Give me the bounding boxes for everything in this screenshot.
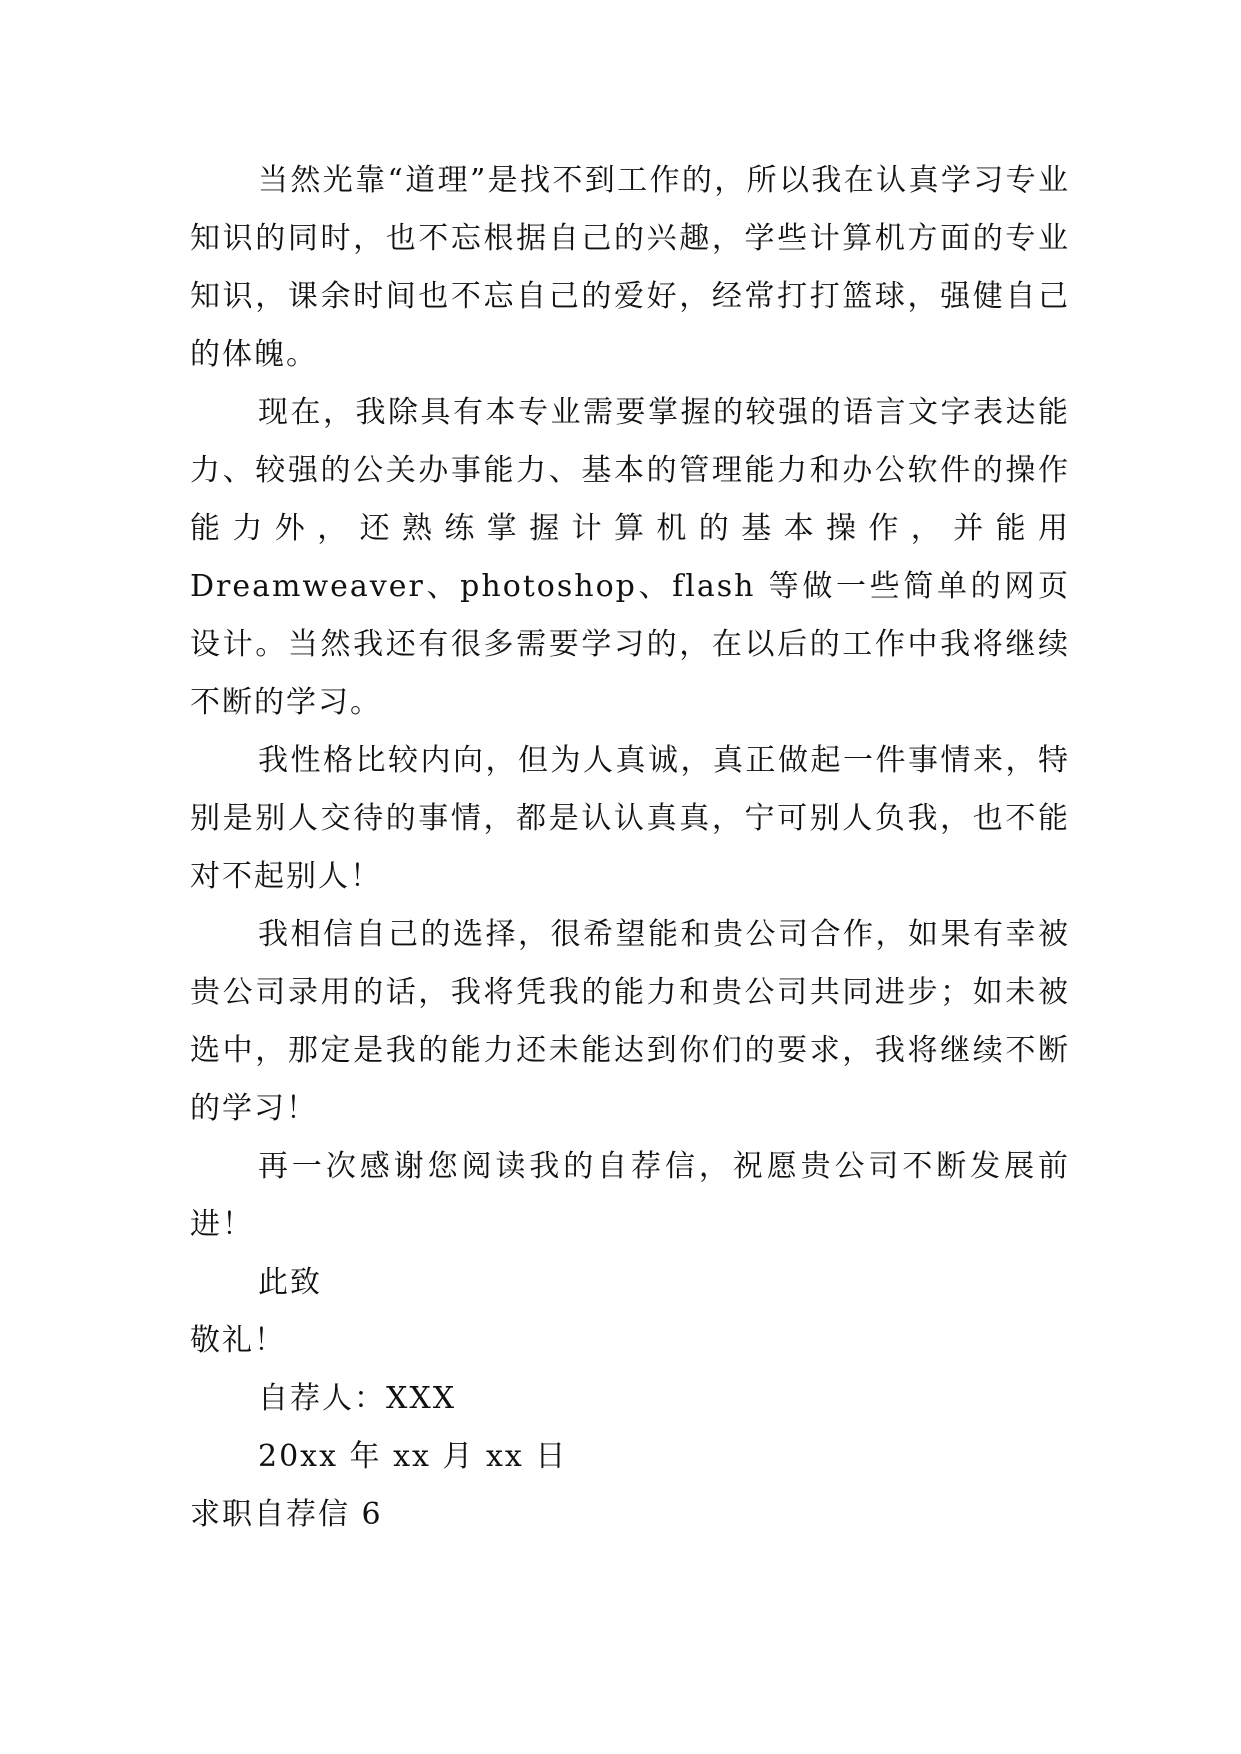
next-section-heading: 求职自荐信 6 (190, 1497, 383, 1532)
letter-body (190, 152, 1070, 1544)
paragraph-3: 我性格比较内向，但为人真诚，真正做起一件事情来，特别是别人交待的事情，都是认认真真，宁可别人负我，也不能对不起别人！ (190, 743, 1070, 894)
closing-salutation: 此致 (258, 1265, 322, 1300)
paragraph-4: 我相信自己的选择，很希望能和贵公司合作，如果有幸被贵公司录用的话，我将凭我的能力和贵公司共同进步；如未被选中，那定是我的能力还未能达到你们的要求，我将继续不断的学习！ (190, 917, 1070, 1126)
closing-regards: 敬礼！ (190, 1323, 286, 1358)
paragraph-5: 再一次感谢您阅读我的自荐信，祝愿贵公司不断发展前进！ (190, 1149, 1070, 1242)
paragraph-1: 当然光靠“道理”是找不到工作的，所以我在认真学习专业知识的同时，也不忘根据自己的兴趣，学些计算机方面的专业知识，课余时间也不忘自己的爱好，经常打打篮球，强健自己的体魄。 (190, 163, 1070, 372)
date-line: 20xx 年 xx 月 xx 日 (258, 1439, 568, 1474)
signature-line: 自荐人：XXX (258, 1381, 457, 1416)
paragraph-2: 现在，我除具有本专业需要掌握的较强的语言文字表达能力、较强的公关办事能力、基本的管理能力和办公软件的操作能力外，还熟练掌握计算机的基本操作，并能用Dreamweaver、photoshop、flash 等做一些简单的网页设计。当然我还有很多需要学习的，在以后的工作中我将继续不断的学习。 (190, 395, 1070, 720)
